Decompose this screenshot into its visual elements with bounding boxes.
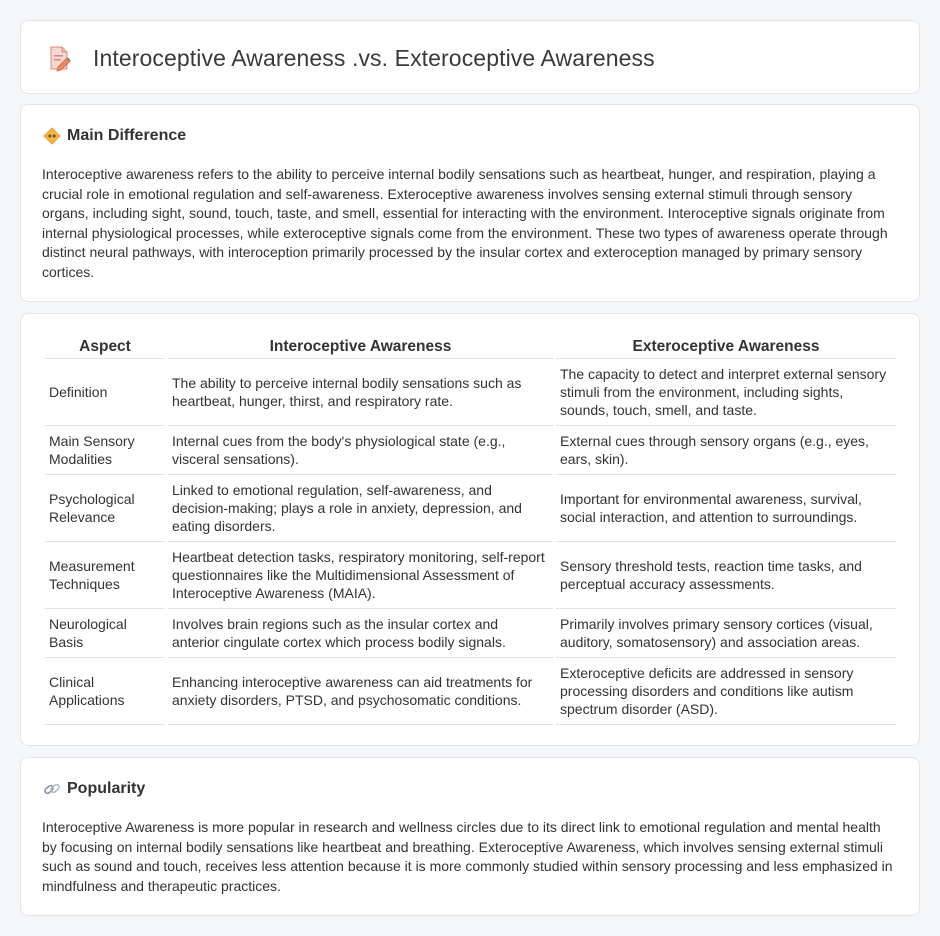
intero-cell: Linked to emotional regulation, self-awareness, and decision-making; plays a role in anxiety, depression, and eating disorders. <box>168 475 553 542</box>
intero-cell: The ability to perceive internal bodily sensations such as heartbeat, hunger, thirst, and respiratory rate. <box>168 359 553 426</box>
link-icon <box>43 780 61 798</box>
document-pencil-icon <box>45 44 73 72</box>
aspect-cell: Neurological Basis <box>45 609 165 658</box>
main-difference-text: Interoceptive awareness refers to the ability to perceive internal bodily sensations such as heartbeat, hunger, and respiration, playing a crucial role in emotional regulation and self-awareness. Exteroceptive awareness involves sensing external stimuli through sensory organs, including sight, sound, touch, taste, and smell, essential for interacting with the environment. Interoceptive signals originate from internal physiological processes, while exteroceptive signals come from the environment. These two types of awareness operate through distinct neural pathways, with interoception primarily processed by the insular cortex and exteroception managed by primary sensory cortices. <box>42 166 888 280</box>
aspect-cell: Main Sensory Modalities <box>45 426 165 475</box>
header-interoceptive: Interoceptive Awareness <box>168 334 553 359</box>
header-exteroceptive: Exteroceptive Awareness <box>556 334 896 359</box>
header-card <box>20 20 920 94</box>
table-row <box>45 658 896 725</box>
intero-cell: Internal cues from the body's physiological state (e.g., visceral sensations). <box>168 426 553 475</box>
aspect-cell: Psychological Relevance <box>45 475 165 542</box>
table-row <box>45 475 896 542</box>
aspect-cell: Clinical Applications <box>45 658 165 725</box>
popularity-text: Interoceptive Awareness is more popular in research and wellness circles due to its direct link to emotional regulation and mental health by focusing on internal bodily sensations like heartbeat and breathing. Exteroceptive Awareness, which involves sensing external stimuli such as sound and touch, receives less attention because it is more commonly studied within sensory processing and less emphasized in mindfulness and therapeutic practices. <box>42 819 893 894</box>
header-aspect: Aspect <box>45 334 165 359</box>
table-row <box>45 426 896 475</box>
table-row <box>45 359 896 426</box>
main-difference-heading <box>43 127 186 145</box>
page-title: Interoceptive Awareness .vs. Exteroceptive Awareness <box>93 44 655 71</box>
main-difference-card <box>20 104 920 302</box>
main-difference-title: Main Difference <box>67 127 187 144</box>
popularity-heading <box>43 780 145 798</box>
intero-cell: Involves brain regions such as the insular cortex and anterior cingulate cortex which process bodily signals. <box>168 609 553 658</box>
extero-cell: Sensory threshold tests, reaction time tasks, and perceptual accuracy assessments. <box>556 542 896 609</box>
extero-cell: The capacity to detect and interpret external sensory stimuli from the environment, including sights, sounds, touch, smell, and taste. <box>556 359 896 426</box>
table-row <box>45 609 896 658</box>
popularity-card <box>20 757 920 916</box>
extero-cell: Primarily involves primary sensory cortices (visual, auditory, somatosensory) and association areas. <box>556 609 896 658</box>
title-row <box>45 21 655 95</box>
aspect-cell: Definition <box>45 359 165 426</box>
popularity-title: Popularity <box>67 780 146 797</box>
comparison-card <box>20 313 920 746</box>
table-header-row <box>45 334 896 359</box>
diamond-arrows-icon <box>43 127 61 145</box>
extero-cell: External cues through sensory organs (e.g., eyes, ears, skin). <box>556 426 896 475</box>
extero-cell: Exteroceptive deficits are addressed in sensory processing disorders and conditions like autism spectrum disorder (ASD). <box>556 658 896 725</box>
intero-cell: Heartbeat detection tasks, respiratory monitoring, self-report questionnaires like the Multidimensional Assessment of Interoceptive Awareness (MAIA). <box>168 542 553 609</box>
extero-cell: Important for environmental awareness, survival, social interaction, and attention to surroundings. <box>556 475 896 542</box>
comparison-table <box>42 334 899 725</box>
intero-cell: Enhancing interoceptive awareness can aid treatments for anxiety disorders, PTSD, and psychosomatic conditions. <box>168 658 553 725</box>
aspect-cell: Measurement Techniques <box>45 542 165 609</box>
table-row <box>45 542 896 609</box>
